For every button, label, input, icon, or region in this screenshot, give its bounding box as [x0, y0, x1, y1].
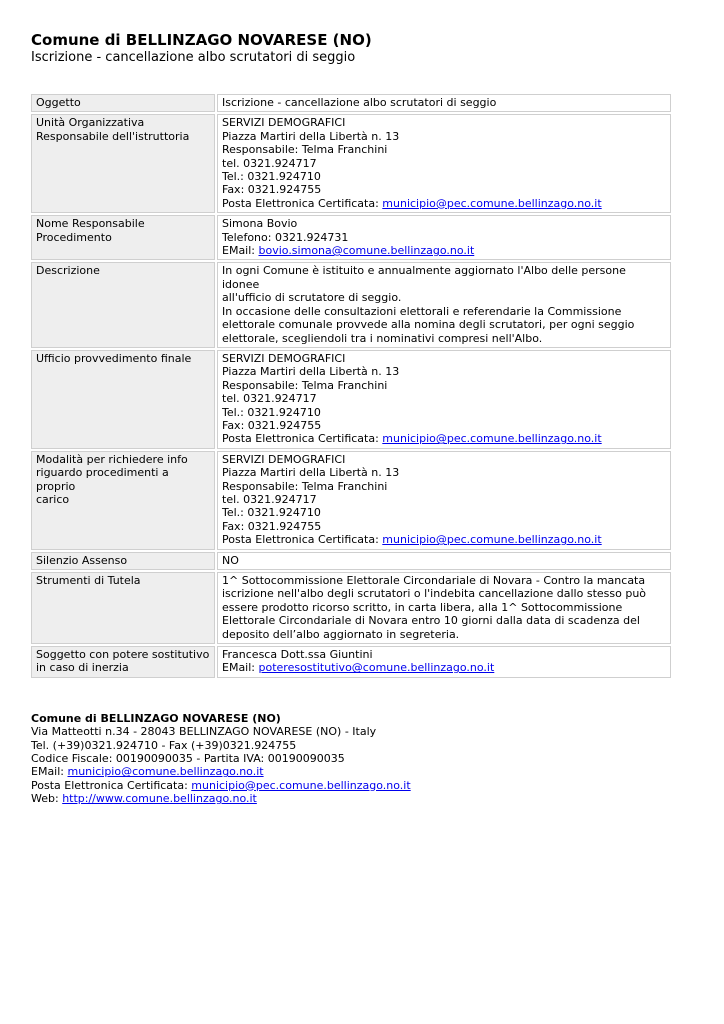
row-value-line-text: SERVIZI DEMOGRAFICI	[222, 452, 346, 466]
row-label: Procedimento	[36, 230, 112, 244]
row-value-line-text: Piazza Martiri della Libertà n. 13	[222, 129, 400, 143]
row-value-line	[222, 614, 666, 627]
row-value-line-text: Responsabile: Telma Franchini	[222, 378, 388, 392]
row-value-line	[222, 231, 666, 244]
row-value-line	[222, 96, 666, 109]
row-value-line-text: elettorale comunale provvede alla nomina degli scrutatori, per ogni seggio	[222, 318, 635, 332]
row-value-line	[222, 130, 666, 143]
row-value-line-link[interactable]: municipio@pec.comune.bellinzago.no.it	[382, 196, 602, 210]
row-label: Silenzio Assenso	[36, 553, 128, 567]
row-value-line	[222, 661, 666, 674]
row-value-line	[222, 332, 666, 345]
row-value-cell	[217, 646, 671, 678]
row-value-line	[222, 432, 666, 445]
table-row	[31, 350, 671, 449]
row-value-line	[222, 264, 666, 291]
page-title: Comune di BELLINZAGO NOVARESE (NO)	[31, 31, 372, 49]
procedure-info-table-body	[31, 94, 671, 678]
row-label: Responsabile dell'istruttoria	[36, 129, 190, 143]
row-value-cell	[217, 114, 671, 213]
footer-line-text: Codice Fiscale: 00190090035 - Partita IVA: 00190090035	[31, 752, 345, 766]
row-value-line	[222, 406, 666, 419]
row-value-line-text: Iscrizione - cancellazione albo scrutatori di seggio	[222, 96, 497, 109]
row-label: Strumenti di Tutela	[36, 574, 141, 587]
table-row	[31, 646, 671, 678]
row-value-line-text: Responsabile: Telma Franchini	[222, 143, 388, 157]
row-value-line-text: tel. 0321.924717	[222, 392, 317, 406]
row-value-cell	[217, 451, 671, 550]
row-label-cell	[31, 94, 215, 112]
footer-line	[31, 779, 675, 792]
table-row	[31, 114, 671, 213]
row-value-line-text: Posta Elettronica Certificata:	[222, 533, 383, 547]
footer-line	[31, 739, 675, 752]
row-value-line-text: Posta Elettronica Certificata:	[222, 196, 383, 210]
row-label: Soggetto con potere sostitutivo	[36, 648, 210, 662]
row-value-line-text: Elettorale Circondariale di Novara entro 10 giorni dalla data di scadenza del	[222, 614, 640, 628]
table-row	[31, 572, 671, 644]
row-label-cell	[31, 350, 215, 449]
row-value-line-text: tel. 0321.924717	[222, 492, 317, 506]
row-label: Ufficio provvedimento finale	[36, 351, 192, 365]
row-value-line-text: 1^ Sottocommissione Elettorale Circondariale di Novara - Contro la mancata	[222, 574, 646, 587]
row-label: Unità Organizzativa	[36, 116, 145, 130]
footer-line-text: Web:	[31, 792, 63, 806]
row-value-line	[222, 244, 666, 257]
row-value-line-text: Telefono: 0321.924731	[222, 230, 349, 244]
row-value-line-text: Fax: 0321.924755	[222, 519, 322, 533]
row-value-line	[222, 533, 666, 546]
row-value-line-text: Francesca Dott.ssa Giuntini	[222, 648, 373, 662]
row-value-line-text: EMail:	[222, 661, 259, 675]
row-value-line	[222, 601, 666, 614]
row-value-line	[222, 480, 666, 493]
footer-line-link[interactable]: http://www.comune.bellinzago.no.it	[62, 792, 257, 806]
table-row	[31, 552, 671, 570]
row-value-line-text: essere prodotto ricorso scritto, in carta libera, alla 1^ Sottocommissione	[222, 600, 623, 614]
row-value-line-text: SERVIZI DEMOGRAFICI	[222, 116, 346, 130]
row-value-line	[222, 170, 666, 183]
row-value-line	[222, 506, 666, 519]
row-value-line-text: deposito dell’albo aggiornato in segreteria.	[222, 627, 460, 641]
row-value-line-text: Simona Bovio	[222, 217, 298, 231]
document-page	[31, 30, 675, 806]
row-value-line-text: EMail:	[222, 244, 259, 258]
row-value-line-link[interactable]: municipio@pec.comune.bellinzago.no.it	[382, 432, 602, 446]
row-value-line	[222, 419, 666, 432]
row-label: Modalità per richiedere info	[36, 452, 188, 466]
footer-line-text: Via Matteotti n.34 - 28043 BELLINZAGO NOVARESE (NO) - Italy	[31, 725, 377, 739]
table-row	[31, 215, 671, 260]
row-value-line	[222, 520, 666, 533]
row-value-line-text: Tel.: 0321.924710	[222, 506, 321, 520]
row-value-line-text: In occasione delle consultazioni elettorali e referendarie la Commissione	[222, 304, 622, 318]
row-label: riguardo procedimenti a proprio	[36, 466, 169, 493]
row-value-line	[222, 574, 666, 587]
row-value-line-text: Fax: 0321.924755	[222, 418, 322, 432]
row-value-line-link[interactable]: bovio.simona@comune.bellinzago.no.it	[258, 244, 475, 258]
row-value-line	[222, 365, 666, 378]
row-value-line	[222, 392, 666, 405]
footer-line	[31, 725, 675, 738]
row-value-line	[222, 379, 666, 392]
row-value-cell	[217, 350, 671, 449]
row-value-line	[222, 466, 666, 479]
row-value-line	[222, 493, 666, 506]
footer	[31, 712, 675, 806]
footer-line-link[interactable]: municipio@pec.comune.bellinzago.no.it	[191, 778, 411, 792]
row-value-line-text: tel. 0321.924717	[222, 156, 317, 170]
row-value-line	[222, 157, 666, 170]
footer-line	[31, 792, 675, 805]
table-row	[31, 451, 671, 550]
row-value-line	[222, 453, 666, 466]
footer-contact-lines	[31, 725, 675, 805]
row-label-cell	[31, 646, 215, 678]
row-value-line	[222, 352, 666, 365]
row-label-cell	[31, 552, 215, 570]
row-label: Descrizione	[36, 264, 100, 278]
row-label: carico	[36, 492, 70, 506]
row-value-line	[222, 648, 666, 661]
footer-line	[31, 752, 675, 765]
row-value-line-text: Responsabile: Telma Franchini	[222, 479, 388, 493]
row-value-line	[222, 318, 666, 331]
row-value-line-text: Piazza Martiri della Libertà n. 13	[222, 365, 400, 379]
footer-line-link[interactable]: municipio@comune.bellinzago.no.it	[67, 765, 264, 779]
row-value-cell	[217, 552, 671, 570]
row-value-line-link[interactable]: municipio@pec.comune.bellinzago.no.it	[382, 533, 602, 547]
row-value-cell	[217, 94, 671, 112]
page-subtitle: Iscrizione - cancellazione albo scrutatori di seggio	[31, 50, 356, 65]
row-label-cell	[31, 572, 215, 644]
footer-line-text: Posta Elettronica Certificata:	[31, 778, 192, 792]
footer-line	[31, 765, 675, 778]
row-value-cell	[217, 572, 671, 644]
row-value-line	[222, 291, 666, 304]
row-value-line	[222, 183, 666, 196]
row-label-cell	[31, 262, 215, 347]
row-label: Nome Responsabile	[36, 217, 145, 231]
row-value-line-text: all'ufficio di scrutatore di seggio.	[222, 291, 402, 305]
procedure-info-table	[29, 92, 673, 680]
row-value-line-text: iscrizione nell'albo degli scrutatori o l'indebita cancellazione dallo stesso può	[222, 587, 647, 601]
row-value-line-link[interactable]: poteresostitutivo@comune.bellinzago.no.it	[258, 661, 495, 675]
row-value-line-text: Tel.: 0321.924710	[222, 405, 321, 419]
row-value-line-text: Tel.: 0321.924710	[222, 170, 321, 184]
row-value-line	[222, 116, 666, 129]
footer-line-text: Tel. (+39)0321.924710 - Fax (+39)0321.924755	[31, 738, 297, 752]
table-row	[31, 94, 671, 112]
row-label-cell	[31, 114, 215, 213]
row-value-line-text: NO	[222, 553, 239, 567]
row-label-cell	[31, 215, 215, 260]
row-value-cell	[217, 215, 671, 260]
row-value-line	[222, 587, 666, 600]
row-value-line	[222, 217, 666, 230]
row-value-line-text: SERVIZI DEMOGRAFICI	[222, 351, 346, 365]
row-value-cell	[217, 262, 671, 347]
row-value-line-text: elettorale, scegliendoli tra i nominativi compresi nell'Albo.	[222, 331, 543, 345]
footer-line-text: EMail:	[31, 765, 68, 779]
row-value-line	[222, 143, 666, 156]
row-label: in caso di inerzia	[36, 661, 129, 675]
row-value-line	[222, 554, 666, 567]
row-label-cell	[31, 451, 215, 550]
row-value-line	[222, 197, 666, 210]
row-value-line-text: In ogni Comune è istituito e annualmente aggiornato l'Albo delle persone idonee	[222, 264, 626, 291]
row-value-line	[222, 628, 666, 641]
footer-org-name: Comune di BELLINZAGO NOVARESE (NO)	[31, 711, 281, 725]
row-value-line	[222, 305, 666, 318]
row-value-line-text: Fax: 0321.924755	[222, 183, 322, 197]
row-label: Oggetto	[36, 96, 81, 109]
row-value-line-text: Posta Elettronica Certificata:	[222, 432, 383, 446]
table-row	[31, 262, 671, 347]
row-value-line-text: Piazza Martiri della Libertà n. 13	[222, 466, 400, 480]
